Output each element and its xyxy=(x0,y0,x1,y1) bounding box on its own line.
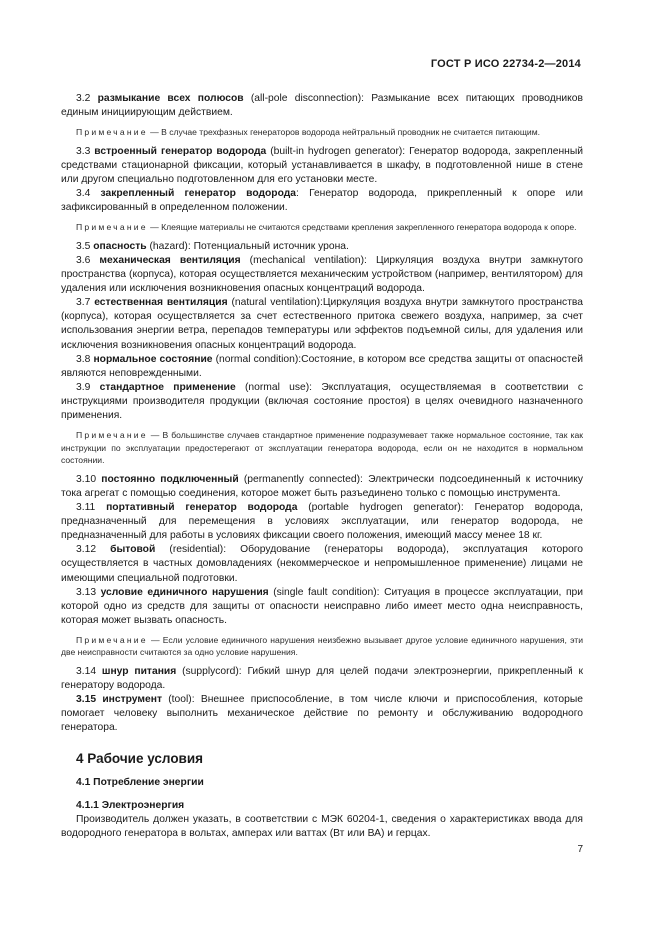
term-english: (permanently connected): xyxy=(238,473,369,485)
note xyxy=(61,634,583,659)
item-number: 3.9 xyxy=(76,381,91,393)
definition-text: Генератор водорода, прикрепленный к опоре или зафиксированный в определенном положении. xyxy=(61,188,584,214)
definition-3-6 xyxy=(61,254,583,296)
term: механическая вентиляция xyxy=(99,254,241,266)
note-label: Примечание xyxy=(76,634,148,645)
term: опасность xyxy=(93,240,147,252)
term-english: (all-pole disconnection): xyxy=(243,93,372,104)
term: бытовой xyxy=(110,544,156,556)
definition-text: Генератор водорода, предназначенный для перемещения в условиях эксплуатации, или генератор водорода, не предназначенный для работы в условиях фиксации своего положения, имеющий массу менее 18 кг. xyxy=(61,502,583,542)
section-heading: 4 Рабочие условия xyxy=(76,750,204,766)
note-text: — Клеящие материалы не считаются средствами крепления закрепленного генератора водорода к опоре. xyxy=(147,222,577,233)
note xyxy=(61,126,583,139)
term: нормальное состояние xyxy=(93,353,213,365)
term-english: (mechanical ventilation): xyxy=(240,254,376,266)
definition-text: Циркуляция воздуха внутри замкнутого пространства (корпуса), которая осуществляется механическим устройством (например, вентилятором) для удаления или исключения возникновения опасных концентраций водорода. xyxy=(61,254,583,295)
note xyxy=(61,429,583,467)
note-label: Примечание xyxy=(76,430,148,441)
definition-3-7 xyxy=(61,296,583,352)
term: стандартное применение xyxy=(99,381,236,393)
item-number: 3.12 xyxy=(76,544,97,556)
note-text: — В случае трехфазных генераторов водорода нейтральный проводник не считается питающим. xyxy=(147,127,541,138)
term-english: (supplycord): xyxy=(176,666,248,678)
definition-3-14 xyxy=(61,665,583,693)
term: естественная вентиляция xyxy=(94,297,228,309)
note-label: Примечание xyxy=(76,222,148,233)
definition-3-13 xyxy=(61,586,583,628)
term: условие единичного нарушения xyxy=(100,586,269,598)
term-english: : xyxy=(296,188,310,200)
definition-text: Размыкание всех питающих проводников единым инициирующим действием. xyxy=(61,93,583,119)
note-text: — В большинстве случаев стандартное применение подразумевает также нормальное состояние, так как инструкции по эксплуатации предостерегают от эксплуатации генератора водорода, если он не находится в нормальном состоянии. xyxy=(61,430,583,466)
item-number: 3.4 xyxy=(76,188,91,200)
term: постоянно подключенный xyxy=(101,473,239,485)
term-english: (normal use): xyxy=(235,381,322,393)
definition-3-10 xyxy=(61,473,583,501)
term: размыкание всех полюсов xyxy=(97,93,244,104)
term-english: (normal condition): xyxy=(212,353,302,365)
item-number: 3.13 xyxy=(76,586,97,598)
page-content xyxy=(61,92,583,841)
definition-text: Генератор водорода, закрепленный средствами стационарной фиксации, который устанавливается в шкафу, в подготовленной нише в стене или другом специально подготовленном для его установки месте. xyxy=(61,145,583,185)
definition-3-12 xyxy=(61,543,583,585)
item-number: 3.3 xyxy=(76,145,91,157)
definition-text: Ситуация в процессе эксплуатации, при которой одно из средств для защиты от опасности неисправно либо имеет место одна неисправность, которая может вызвать опасность. xyxy=(61,586,583,626)
term: шнур питания xyxy=(101,666,177,678)
term: закрепленный генератор водорода xyxy=(100,188,297,200)
term-english: (built-in hydrogen generator): xyxy=(266,145,410,157)
term: встроенный генератор водорода xyxy=(94,145,267,157)
definition-3-5 xyxy=(61,240,583,254)
definition-text: Циркуляция воздуха внутри замкнутого пространства (корпуса), которая осуществляется за счет естественного притока свежего воздуха, например, за счет использования энергии ветра, перепадов температуры или эффектов подъемной силы, для удаления или исключения возникновения опасных концентраций водорода. xyxy=(61,297,583,351)
definition-3-15 xyxy=(61,693,583,735)
definition-text: Состояние, в котором все средства защиты от опасностей являются неповрежденными. xyxy=(61,353,583,379)
item-number: 3.11 xyxy=(76,502,96,514)
item-number: 3.5 xyxy=(76,240,91,252)
term: инструмент xyxy=(102,694,162,706)
definition-text: Внешнее приспособление, в том числе ключи и приспособления, которые помогает человеку выполнить механическое действие по ремонту и обслуживанию водородного генератора. xyxy=(61,694,583,734)
term-english: (portable hydrogen generator): xyxy=(297,502,475,514)
item-number: 3.10 xyxy=(76,473,97,485)
definition-3-8 xyxy=(61,353,583,381)
item-number: 3.15 xyxy=(76,694,97,706)
definition-text: Потенциальный источник урона. xyxy=(193,240,349,252)
item-number: 3.8 xyxy=(76,353,91,365)
note-text: — Если условие единичного нарушения неизбежно вызывает другое условие единичного нарушения, эти две неисправности считаются за одно условие нарушения. xyxy=(61,634,583,658)
subsubsection-heading: 4.1.1 Электроэнергия xyxy=(76,799,185,811)
term-english: (single fault condition): xyxy=(268,586,385,598)
definition-3-11 xyxy=(61,501,583,543)
definition-text: Оборудование (генераторы водорода), эксплуатация которого осуществляется в частных домовладениях (некоммерческое и непромышленное применение) лицами не имеющими специальной подготовки. xyxy=(61,544,583,584)
standard-header: ГОСТ Р ИСО 22734-2—2014 xyxy=(430,58,581,70)
section-paragraph: Производитель должен указать, в соответствии с МЭК 60204-1, сведения о характеристиках ввода для водородного генератора в вольтах, амперах или ваттах (Вт или ВА) и герцах. xyxy=(61,813,583,839)
term-english: (natural ventilation): xyxy=(227,297,323,309)
item-number: 3.14 xyxy=(76,666,97,678)
note-label: Примечание xyxy=(76,127,148,138)
definition-3-3 xyxy=(61,145,583,187)
term: портативный генератор водорода xyxy=(106,502,298,514)
item-number: 3.6 xyxy=(76,254,91,266)
item-number: 3.7 xyxy=(76,297,91,309)
item-number: 3.2 xyxy=(76,93,91,104)
subsection-heading: 4.1 Потребление энергии xyxy=(76,776,204,788)
definition-3-4 xyxy=(61,187,583,215)
definition-text: Гибкий шнур для целей подачи электроэнергии, прикрепленный к генератору водорода. xyxy=(61,666,583,692)
definition-text: Эксплуатация, осуществляемая в соответствии с инструкциями производителя продукции (включая состояние простоя) в целях очевидного назначенного применения. xyxy=(61,381,583,421)
definition-3-9 xyxy=(61,381,583,423)
term-english: (hazard): xyxy=(146,240,194,252)
definition-3-2 xyxy=(61,92,583,120)
definition-text: Электрически подсоединенный к источнику тока агрегат с помощью соединения, которое может быть разъединено только с помощью инструмента. xyxy=(61,473,583,499)
note xyxy=(61,221,583,234)
term-english: (residential): xyxy=(155,544,241,556)
term-english: (tool): xyxy=(161,694,201,706)
page-number: 7 xyxy=(577,844,583,855)
